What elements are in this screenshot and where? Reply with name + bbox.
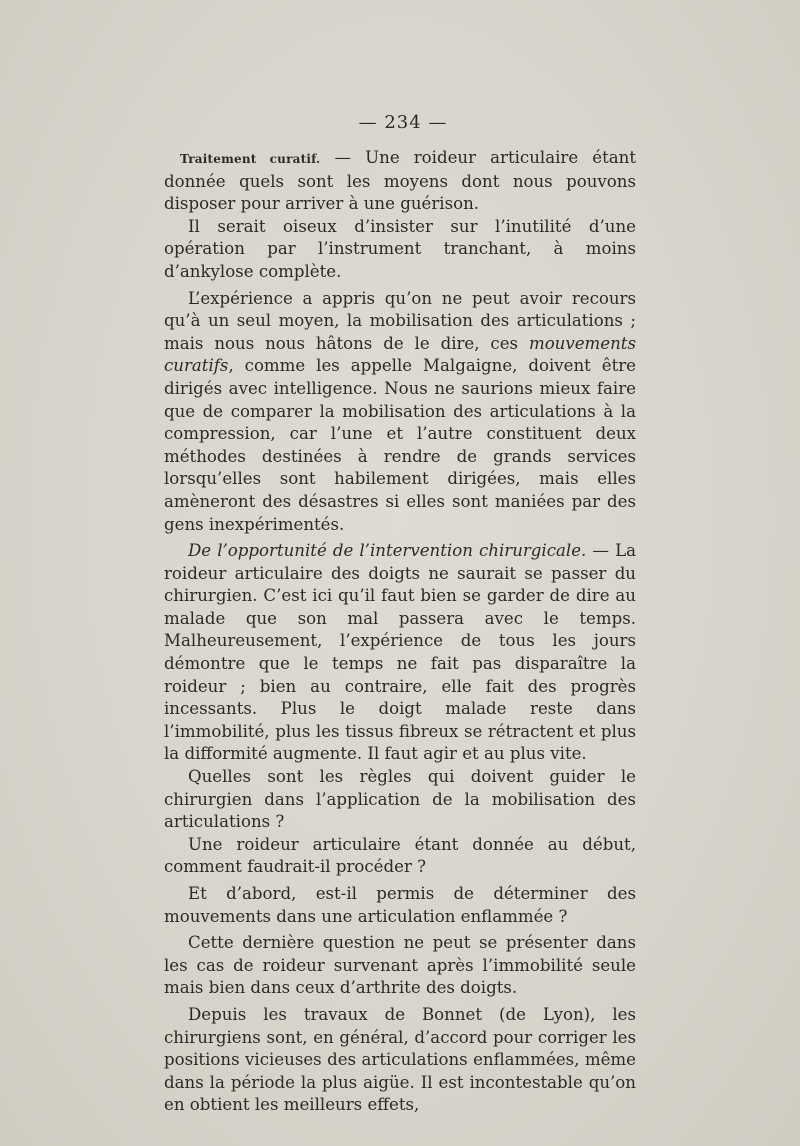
paragraph-debut [164,834,636,879]
paragraph-text: Une roideur articulaire étant donnée au début, comment faudrait-il procéder ? [164,834,636,877]
paragraph-text: Et d’abord, est-il permis de déterminer des mouvements dans une articulation enflammée ? [164,884,636,926]
section-heading-opportunite: De l’opportunité de l’intervention chirurgicale. [188,541,587,561]
paragraph-instrument [164,216,636,284]
paragraph-text: , comme les appelle Malgaigne, doivent être dirigés avec intelligence. Nous ne saurions mieux faire que de comparer la mobilisation des articulations à la compression, car l’une et l’autre constituent deux méthodes destinées à rendre de grands services lorsqu’elles sont habilement dirigées, mais elles amèneront des désastres si elles sont maniées par des gens inexpérimentés. [164,356,636,534]
italic-term: mouvements curatifs [164,333,636,376]
paragraph-opportunite [164,540,636,766]
paragraph-text: Il serait oiseux d’insister sur l’inutilité d’une opération par l’instrument tranchant, à moins d’ankylose complète. [164,216,636,281]
paragraph-text: L’expérience a appris qu’on ne peut avoir recours qu’à un seul moyen, la mobilisation des articulations ; mais nous nous hâtons de le dire, ces [164,288,636,353]
page-number: — 234 — [358,112,448,133]
paragraph-text: — Une roideur articulaire étant donnée quels sont les moyens dont nous pouvons disposer pour arriver à une guérison. [164,148,636,214]
paragraph-text: Depuis les travaux de Bonnet (de Lyon), les chirurgiens sont, en général, d’accord pour corriger les positions vicieuses des articulations enflammées, même dans la période la plus aigüe. Il est incontestable qu’on en obtient les meilleurs effets, [164,1004,636,1115]
paragraph-traitement-curatif [164,147,636,216]
paragraph-enflammee [164,883,636,928]
paragraph-experience [164,288,636,537]
text-block [164,112,636,1117]
paragraph-bonnet [164,1004,636,1117]
section-heading-traitement-curatif: Traitement curatif. [180,152,321,166]
paragraph-text: Quelles sont les règles qui doivent guider le chirurgien dans l’application de la mobilisation des articulations ? [164,767,636,832]
paragraph-derniere-question [164,932,636,1000]
paragraph-regles [164,766,636,834]
paragraph-text: — La roideur articulaire des doigts ne saurait se passer du chirurgien. C’est ici qu’il faut bien se garder de dire au malade que son mal passera avec le temps. Malheureusement, l’expérience de tous les jours démontre que le temps ne fait pas disparaître la roideur ; bien au contraire, elle fait des progrès incessants. Plus le doigt malade reste dans l’immobilité, plus les tissus fibreux se rétractent et plus la difformité augmente. Il faut agir et au plus vite. [164,541,636,764]
paragraph-text: Cette dernière question ne peut se présenter dans les cas de roideur survenant après l’immobilité seule mais bien dans ceux d’arthrite des doigts. [164,933,636,998]
